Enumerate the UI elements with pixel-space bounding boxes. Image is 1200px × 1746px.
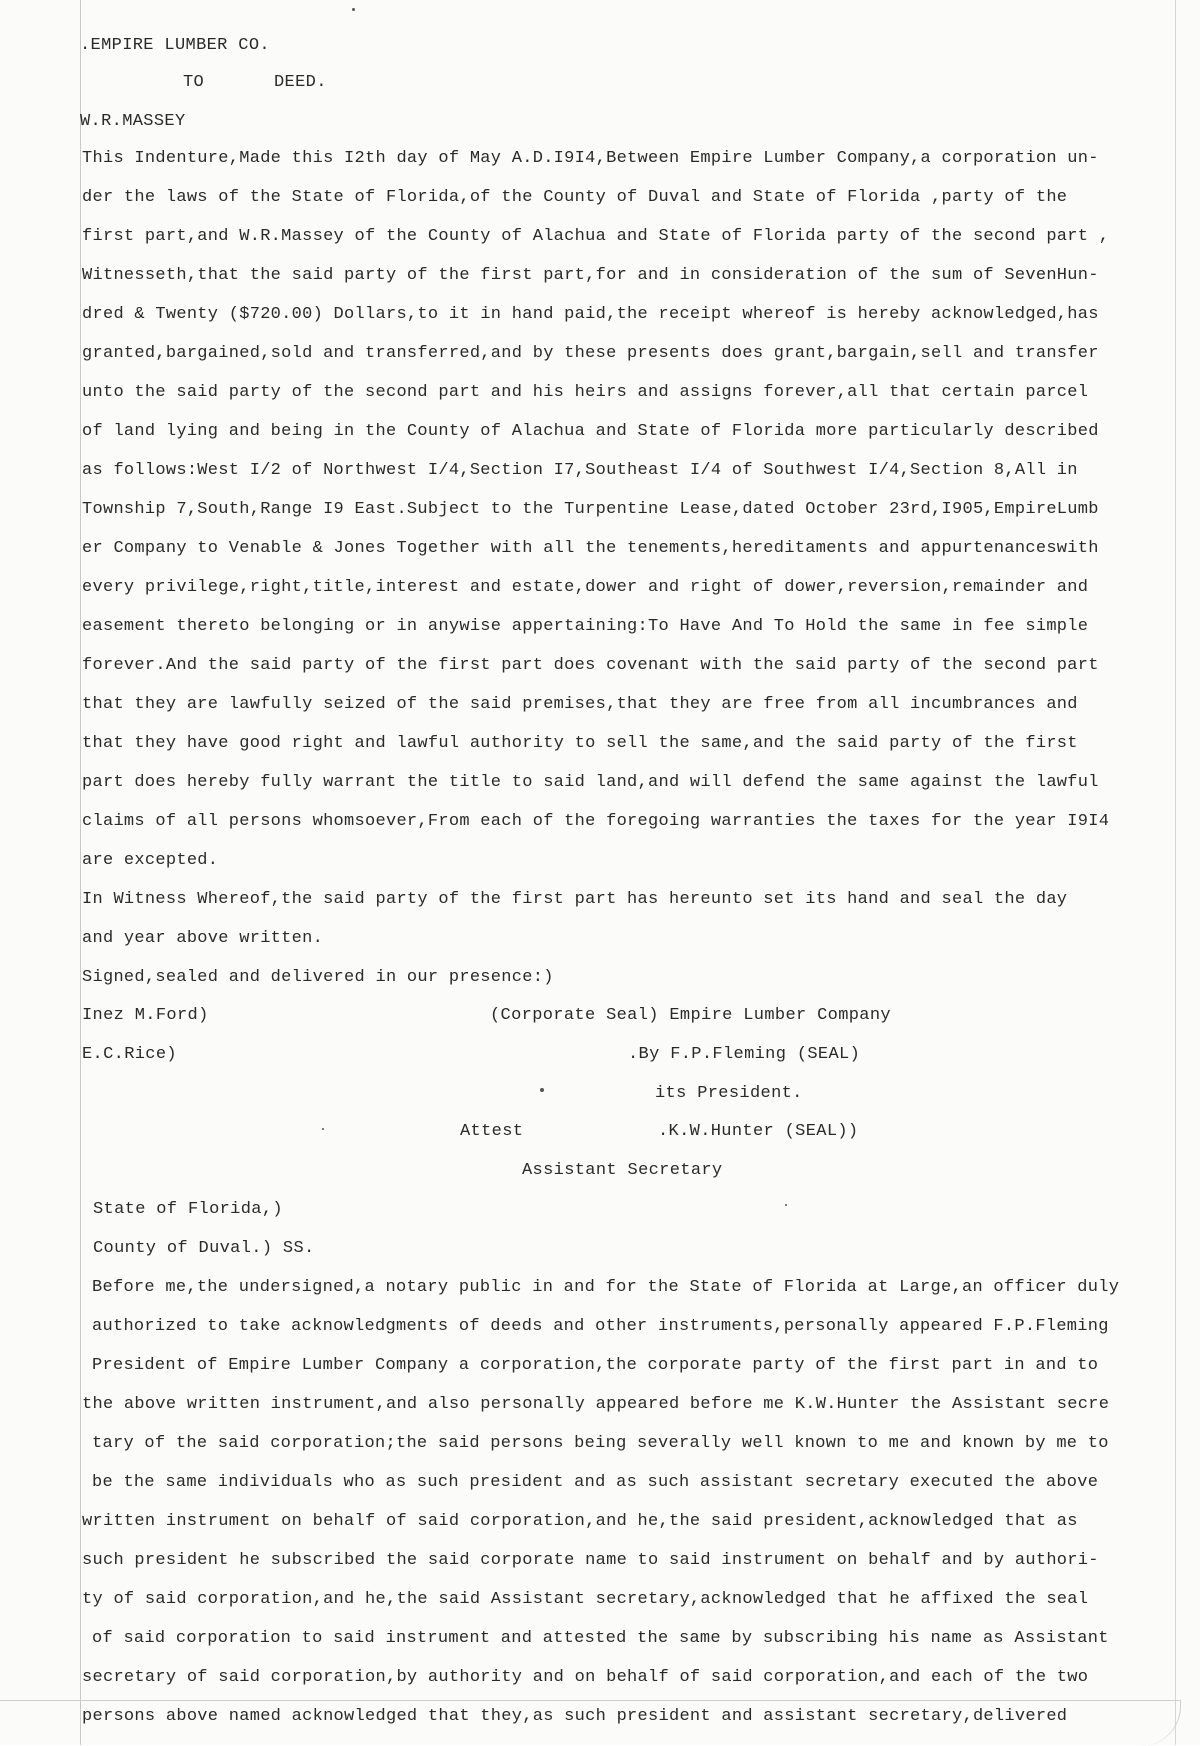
deed-body-line: This Indenture,Made this I2th day of May A.D.I9I4,Between Empire Lumber Company,a corporation un-	[82, 149, 1099, 168]
acknowledgment-line: secretary of said corporation,by authority and on behalf of said corporation,and each of the two	[82, 1668, 1089, 1687]
deed-body-line: of land lying and being in the County of Alachua and State of Florida more particularly described	[82, 422, 1099, 441]
deed-body-line: Township 7,South,Range I9 East.Subject to the Turpentine Lease,dated October 23rd,I905,EmpireLumb	[82, 500, 1099, 519]
deed-body-line: and year above written.	[82, 929, 324, 948]
scan-speck	[322, 1128, 324, 1130]
right-page-edge	[1175, 0, 1176, 1745]
deed-body-line: as follows:West I/2 of Northwest I/4,Section I7,Southeast I/4 of Southwest I/4,Section 8,All in	[82, 461, 1078, 480]
acknowledgment-line: Before me,the undersigned,a notary public in and for the State of Florida at Large,an officer duly	[92, 1278, 1120, 1297]
acknowledgment-line: authorized to take acknowledgments of deeds and other instruments,personally appeared F.P.Fleming	[92, 1317, 1109, 1336]
deed-body-line: Witnesseth,that the said party of the first part,for and in consideration of the sum of SevenHun-	[82, 266, 1099, 285]
to-label: TO	[183, 73, 205, 92]
deed-body-line: easement thereto belonging or in anywise appertaining:To Have And To Hold the same in fee simple	[82, 617, 1089, 636]
attest-label: Attest	[460, 1122, 524, 1141]
president-signature: .By F.P.Fleming (SEAL)	[628, 1045, 861, 1064]
deed-body-line: first part,and W.R.Massey of the County of Alachua and State of Florida party of the second part ,	[82, 227, 1110, 246]
acknowledgment-line: President of Empire Lumber Company a corporation,the corporate party of the first part in and to	[92, 1356, 1099, 1375]
deed-body-line: that they have good right and lawful authority to sell the same,and the said party of the first	[82, 734, 1078, 753]
acknowledgment-line: written instrument on behalf of said corporation,and he,the said president,acknowledged that as	[82, 1512, 1078, 1531]
deed-body-line: dred & Twenty ($720.00) Dollars,to it in hand paid,the receipt whereof is hereby acknowledged,has	[82, 305, 1099, 324]
corporate-seal-line: (Corporate Seal) Empire Lumber Company	[490, 1006, 891, 1025]
deed-body-line: claims of all persons whomsoever,From each of the foregoing warranties the taxes for the year I9I4	[82, 812, 1110, 831]
witness-signature: Inez M.Ford)	[82, 1006, 209, 1025]
deed-body-line: unto the said party of the second part and his heirs and assigns forever,all that certain parcel	[82, 383, 1089, 402]
venue-state: State of Florida,)	[93, 1200, 283, 1219]
scan-speck	[352, 8, 355, 11]
scan-speck	[540, 1088, 544, 1092]
deed-body-line: Signed,sealed and delivered in our presence:)	[82, 968, 554, 987]
document-type: DEED.	[274, 73, 327, 92]
deed-body-line: granted,bargained,sold and transferred,and by these presents does grant,bargain,sell and transfer	[82, 344, 1099, 363]
acknowledgment-line: the above written instrument,and also personally appeared before me K.W.Hunter the Assistant secre	[82, 1395, 1110, 1414]
acknowledgment-line: persons above named acknowledged that they,as such president and assistant secretary,delivered	[82, 1707, 1068, 1726]
deed-body-line: der the laws of the State of Florida,of the County of Duval and State of Florida ,party of the	[82, 188, 1068, 207]
deed-body-line: In Witness Whereof,the said party of the first part has hereunto set its hand and seal the day	[82, 890, 1068, 909]
acknowledgment-line: ty of said corporation,and he,the said Assistant secretary,acknowledged that he affixed the seal	[82, 1590, 1089, 1609]
deed-body-line: every privilege,right,title,interest and estate,dower and right of dower,reversion,remainder and	[82, 578, 1089, 597]
secretary-title: Assistant Secretary	[522, 1161, 723, 1180]
grantee-name: W.R.MASSEY	[80, 112, 186, 131]
grantor-name: .EMPIRE LUMBER CO.	[80, 36, 270, 55]
acknowledgment-line: of said corporation to said instrument and attested the same by subscribing his name as Assistant	[92, 1629, 1109, 1648]
president-title: its President.	[655, 1084, 803, 1103]
acknowledgment-line: such president he subscribed the said corporate name to said instrument on behalf and by authori-	[82, 1551, 1099, 1570]
deed-body-line: part does hereby fully warrant the title to said land,and will defend the same against the lawful	[82, 773, 1099, 792]
witness-signature: E.C.Rice)	[82, 1045, 177, 1064]
scan-speck	[785, 1204, 787, 1206]
left-margin-rule	[80, 0, 81, 1745]
deed-body-line: that they are lawfully seized of the said premises,that they are free from all incumbrances and	[82, 695, 1078, 714]
deed-body-line: are excepted.	[82, 851, 219, 870]
secretary-signature: .K.W.Hunter (SEAL))	[658, 1122, 859, 1141]
deed-body-line: forever.And the said party of the first part does covenant with the said party of the second part	[82, 656, 1099, 675]
venue-county: County of Duval.) SS.	[93, 1239, 315, 1258]
acknowledgment-line: tary of the said corporation;the said persons being severally well known to me and known by me to	[92, 1434, 1109, 1453]
acknowledgment-line: be the same individuals who as such president and as such assistant secretary executed the above	[92, 1473, 1099, 1492]
deed-body-line: er Company to Venable & Jones Together with all the tenements,hereditaments and appurtenanceswith	[82, 539, 1099, 558]
